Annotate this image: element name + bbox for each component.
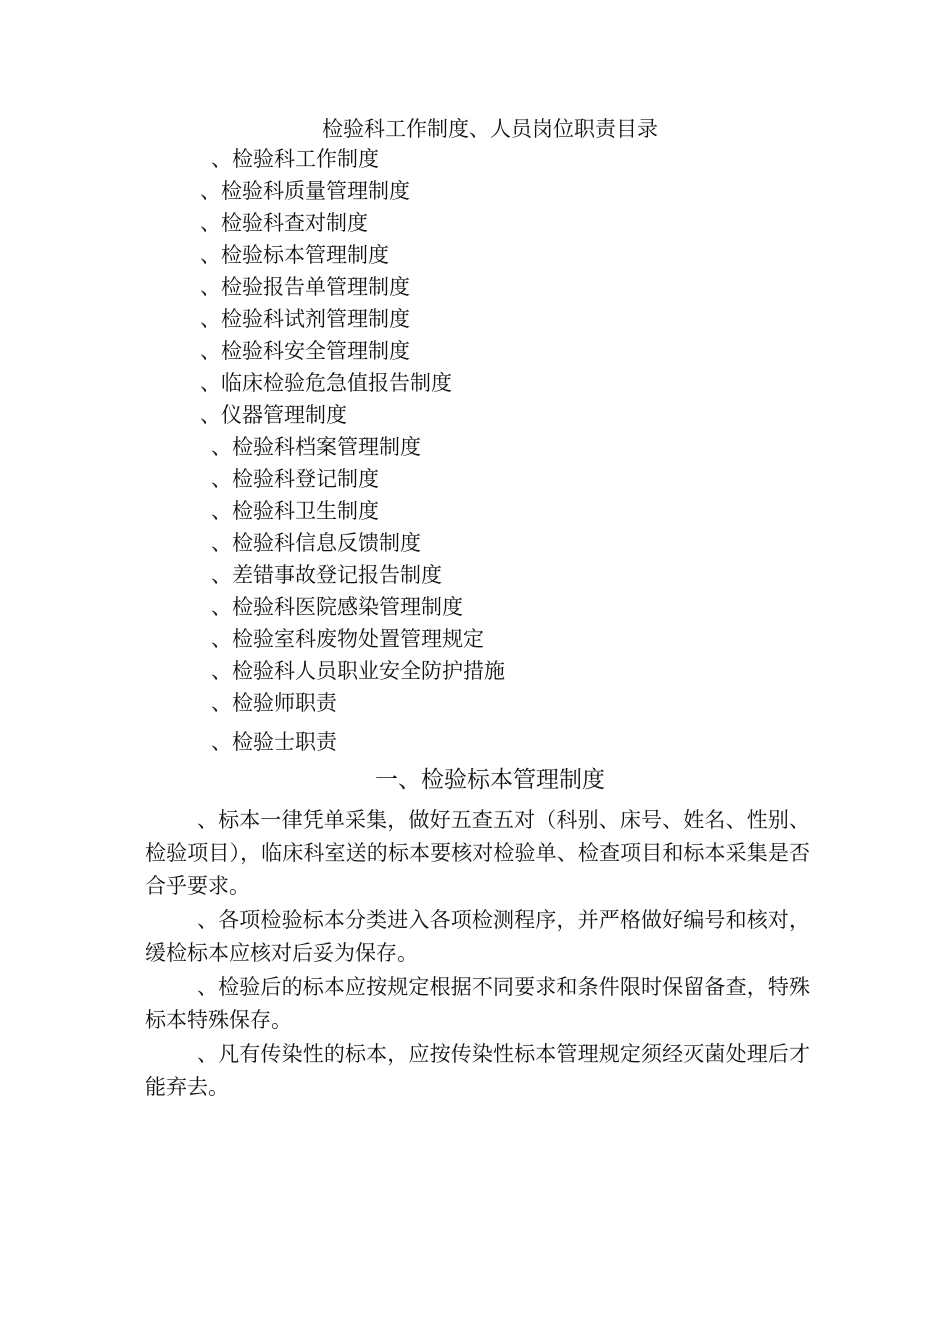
toc-item: 、仪器管理制度 [200,403,347,427]
toc-item: 、检验士职责 [211,730,337,754]
toc-item: 、检验科查对制度 [200,211,368,235]
toc-item: 、检验科安全管理制度 [200,339,410,363]
toc-item: 、检验科人员职业安全防护措施 [211,659,505,683]
toc-item: 、检验科档案管理制度 [211,435,421,459]
toc-item: 、检验科试剂管理制度 [200,307,410,331]
toc-item: 、检验报告单管理制度 [200,275,410,299]
toc-item: 、检验科登记制度 [211,467,379,491]
toc-item: 、检验科工作制度 [211,147,379,171]
paragraph: 、凡有传染性的标本，应按传染性标本管理规定须经灭菌处理后才能弃去。 [145,1042,810,1099]
toc-item: 、检验标本管理制度 [200,243,389,267]
toc-item: 、检验科信息反馈制度 [211,531,421,555]
toc-item: 、临床检验危急值报告制度 [200,371,452,395]
paragraph: 、各项检验标本分类进入各项检测程序，并严格做好编号和核对，缓检标本应核对后妥为保存。 [145,908,810,965]
section-title: 一、检验标本管理制度 [375,767,605,793]
toc-title: 检验科工作制度、人员岗位职责目录 [322,117,658,141]
toc-item: 、检验科卫生制度 [211,499,379,523]
toc-item: 、检验师职责 [211,691,337,715]
paragraph: 、标本一律凭单采集，做好五查五对（科别、床号、姓名、性别、检验项目），临床科室送的标本要核对检验单、检查项目和标本采集是否合乎要求。 [145,808,810,898]
toc-item: 、检验科医院感染管理制度 [211,595,463,619]
toc-item: 、检验室科废物处置管理规定 [211,627,484,651]
paragraph: 、检验后的标本应按规定根据不同要求和条件限时保留备查，特殊标本特殊保存。 [145,975,810,1032]
toc-item: 、检验科质量管理制度 [200,179,410,203]
toc-item: 、差错事故登记报告制度 [211,563,442,587]
